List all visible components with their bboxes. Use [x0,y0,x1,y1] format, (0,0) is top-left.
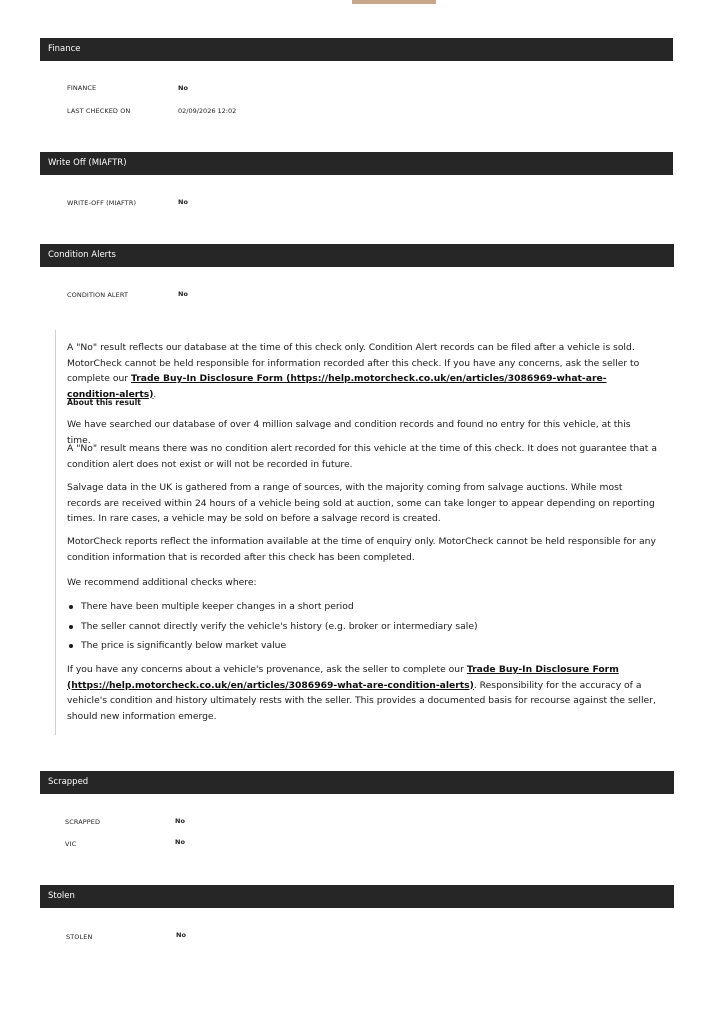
recommend-heading: We recommend additional checks where: [67,577,257,588]
about-result-heading: About this result [67,398,141,407]
write-off-label: WRITE-OFF (MIAFTR) [67,199,137,207]
condition-alerts-section-title: Condition Alerts [48,250,116,260]
stolen-value: No [176,931,186,939]
stolen-section-title: Stolen [48,891,75,901]
closing-disclosure-url-link[interactable]: (https://help.motorcheck.co.uk/en/articles/3086969-what-are-condition-alerts) [67,679,474,691]
condition-alert-value: No [178,290,188,298]
scrapped-label: SCRAPPED [65,818,101,826]
finance-value: No [178,84,188,92]
intro-end: . [153,388,157,400]
vic-label: VIC [65,840,77,848]
recommendations-list-wrapper [67,599,657,658]
recommendation-item: There have been multiple keeper changes in a short period [67,599,657,619]
stolen-label: STOLEN [66,933,93,941]
closing-start: If you have any concerns about a vehicle's provenance, ask the seller to complete our [67,664,467,675]
recommendation-item: The price is significantly below market value [67,638,657,658]
recommendation-item: The seller cannot directly verify the vehicle's history (e.g. broker or intermediary sale) [67,619,657,639]
finance-section-header [40,38,673,61]
finance-label: FINANCE [67,84,97,92]
about-paragraph-1: We have searched our database of over 4 million salvage and condition records and found no entry for this vehicle, at this time. [67,419,631,446]
condition-alert-intro [67,340,657,402]
about-paragraph-3: Salvage data in the UK is gathered from a range of sources, with the majority coming from salvage auctions. While most records are received within 24 hours of a vehicle being sold at auction, some can take longer to appear depending on reporting times. In rare cases, a vehicle may be sold on before a salvage record is created. [67,482,655,524]
last-checked-label: LAST CHECKED ON [67,107,131,115]
intro-text: A "No" result reflects our database at the time of this check only. Condition Alert records can be filed after a vehicle is sold. MotorCheck cannot be held responsible for information recorded after this check. If you have any concerns, ask the seller to complete our [67,342,640,384]
condition-alert-label: CONDITION ALERT [67,291,129,299]
write-off-section-title: Write Off (MIAFTR) [48,158,127,168]
disclosure-form-link[interactable]: Trade Buy-In Disclosure Form (https://help.motorcheck.co.uk/en/articles/3086969-what-are-condition-alerts) [67,373,607,400]
about-paragraph-4: MotorCheck reports reflect the information available at the time of enquiry only. MotorCheck cannot be held responsible for any condition information that is recorded after this check has been completed. [67,536,656,563]
about-paragraph-2: A "No" result means there was no condition alert recorded for this vehicle at the time of this check. It does not guarantee that a condition alert does not exist or will not be recorded in future. [67,443,657,470]
write-off-value: No [178,198,188,206]
page-tab-decoration [352,0,436,4]
closing-paragraph [67,662,657,724]
recommendations-list [67,599,657,658]
condition-alerts-section-header [40,244,674,267]
vic-value: No [175,838,185,846]
write-off-section-header [40,152,673,175]
scrapped-section-title: Scrapped [48,777,89,787]
stolen-section-header [40,885,674,908]
closing-disclosure-form-link[interactable]: Trade Buy-In Disclosure Form [466,664,619,675]
closing-end: . Responsibility for the accuracy of a vehicle's condition and history ultimately rests with the seller. This provides a documented basis for recourse against the seller, should new information emerge. [67,679,656,722]
last-checked-value: 02/09/2026 12:02 [178,107,237,115]
scrapped-value: No [175,817,185,825]
finance-section-title: Finance [48,44,81,54]
scrapped-section-header [40,771,674,794]
